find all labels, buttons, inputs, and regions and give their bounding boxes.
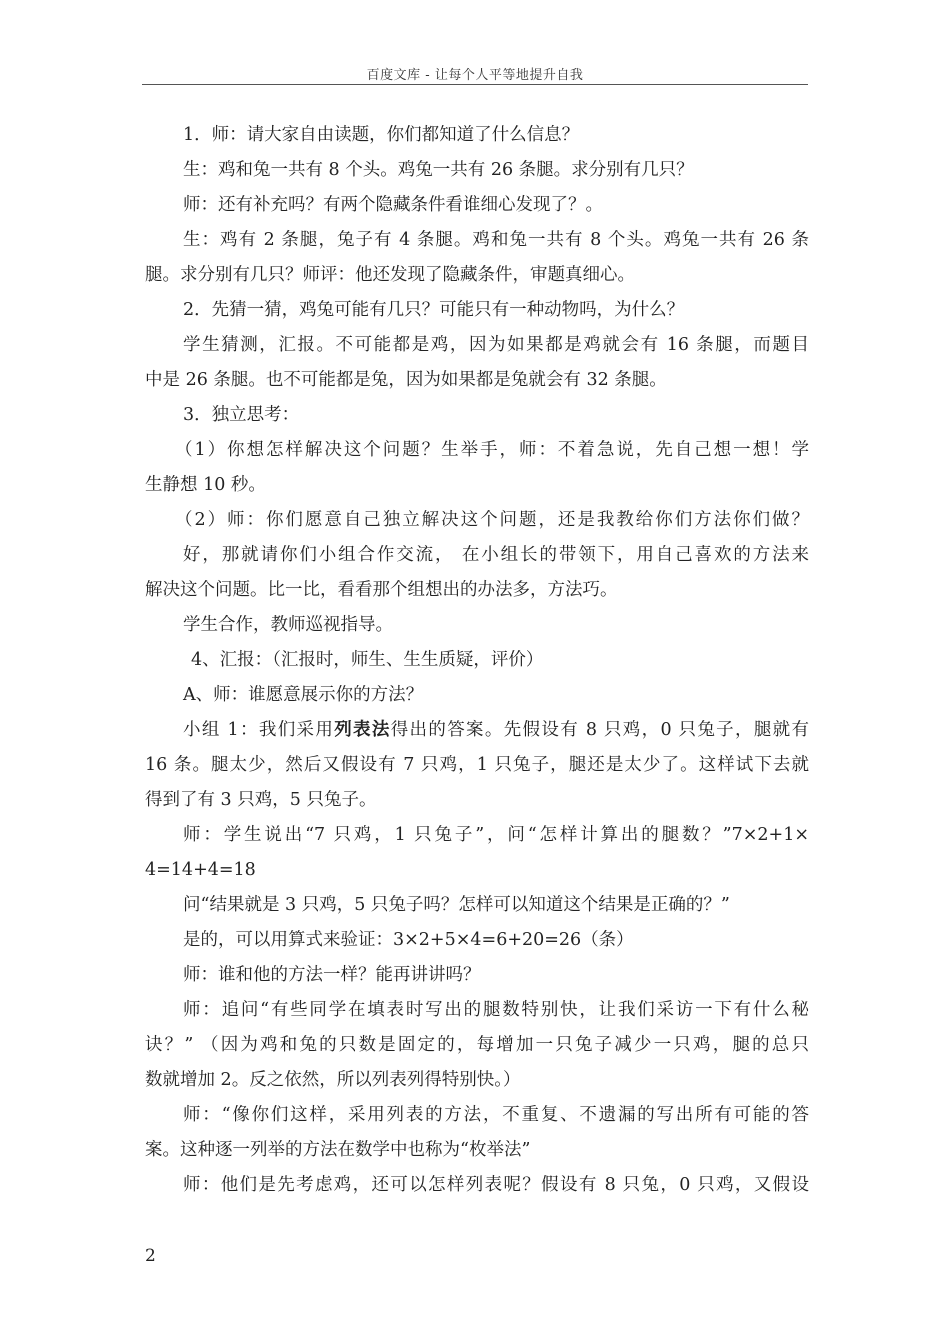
text-line: 师：还有补充吗？有两个隐藏条件看谁细心发现了？。: [183, 195, 603, 215]
text-line: 1．师：请大家自由读题，你们都知道了什么信息？: [183, 125, 580, 145]
text-line: 数就增加 2。反之依然，所以列表列得特别快。）: [145, 1070, 521, 1090]
text-line: 师：谁和他的方法一样？能再讲讲吗？: [183, 965, 481, 985]
text-line: A、师：谁愿意展示你的方法？: [183, 685, 424, 705]
text-line: 16 条。腿太少，然后又假设有 7 只鸡，1 只兔子，腿还是太少了。这样试下去就: [145, 755, 809, 775]
text-line: 解决这个问题。比一比，看看那个组想出的办法多，方法巧。: [145, 580, 618, 600]
text-line: 4、汇报：（汇报时，师生、生生质疑，评价）: [191, 650, 544, 670]
text-line: 3．独立思考：: [183, 405, 300, 425]
bold-term: 列表法: [334, 720, 391, 740]
text-segment: 得出的答案。先假设有 8 只鸡，0 只兔子，腿就有: [390, 720, 809, 740]
text-line: 师：学生说出“7 只鸡，1 只兔子”，问“怎样计算出的腿数？”7×2+1×: [183, 825, 809, 845]
page-number: 2: [145, 1246, 156, 1266]
text-line: 4=14+4=18: [145, 860, 256, 880]
text-line: 腿。求分别有几只？师评：他还发现了隐藏条件，审题真细心。: [145, 265, 635, 285]
page-header: 百度文库 - 让每个人平等地提升自我: [366, 68, 584, 83]
document-body: [145, 118, 809, 1203]
text-segment: 小组 1：我们采用: [183, 720, 335, 740]
text-line: 中是 26 条腿。也不可能都是兔，因为如果都是兔就会有 32 条腿。: [145, 370, 667, 390]
text-line: 是的，可以用算式来验证：3×2+5×4=6+20=26（条）: [183, 930, 634, 950]
header-divider: [142, 84, 808, 85]
text-line: [145, 713, 809, 748]
text-line: 好，那就请你们小组合作交流， 在小组长的带领下，用自己喜欢的方法来: [183, 545, 809, 565]
text-line: 生静想 10 秒。: [145, 475, 266, 495]
text-line: 问“结果就是 3 只鸡，5 只兔子吗？怎样可以知道这个结果是正确的？”: [183, 895, 730, 915]
text-line: 得到了有 3 只鸡，5 只兔子。: [145, 790, 377, 810]
text-line: 2．先猜一猜，鸡兔可能有几只？可能只有一种动物吗，为什么？: [183, 300, 685, 320]
text-line: 学生合作，教师巡视指导。: [183, 615, 393, 635]
text-line: 师：他们是先考虑鸡，还可以怎样列表呢？假设有 8 只兔，0 只鸡，又假设: [183, 1175, 809, 1195]
text-line: 生：鸡有 2 条腿，兔子有 4 条腿。鸡和兔一共有 8 个头。鸡兔一共有 26 条: [183, 230, 809, 250]
text-line: 学生猜测，汇报。不可能都是鸡，因为如果都是鸡就会有 16 条腿，而题目: [183, 335, 809, 355]
text-line: （1）你想怎样解决这个问题？生举手，师：不着急说，先自己想一想！学: [175, 440, 809, 460]
text-line: 师：追问“有些同学在填表时写出的腿数特别快，让我们采访一下有什么秘: [183, 1000, 809, 1020]
text-line: 案。这种逐一列举的方法在数学中也称为“枚举法”: [145, 1140, 531, 1160]
text-line: （2）师：你们愿意自己独立解决这个问题，还是我教给你们方法你们做？: [175, 510, 809, 530]
text-line: 生：鸡和兔一共有 8 个头。鸡兔一共有 26 条腿。求分别有几只？: [183, 160, 694, 180]
text-line: 师：“像你们这样，采用列表的方法，不重复、不遗漏的写出所有可能的答: [183, 1105, 809, 1125]
text-line: 诀？” （因为鸡和兔的只数是固定的，每增加一只兔子减少一只鸡，腿的总只: [145, 1035, 809, 1055]
